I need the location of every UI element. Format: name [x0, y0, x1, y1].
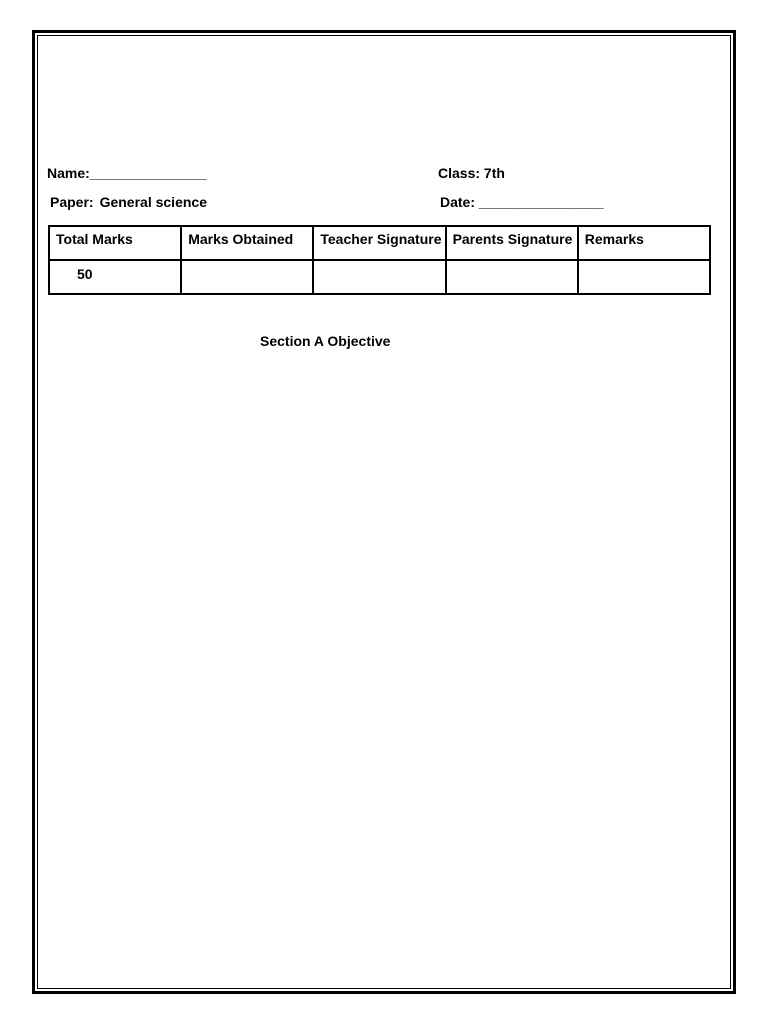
- section-title: Section A Objective: [260, 333, 391, 349]
- teacher-signature-value: [313, 260, 445, 294]
- header-total-marks: Total Marks: [49, 226, 181, 260]
- class-field: Class: 7th: [438, 165, 505, 181]
- name-field: Name:_______________: [47, 165, 207, 181]
- total-marks-value: 50: [49, 260, 181, 294]
- marks-obtained-value: [181, 260, 313, 294]
- header-remarks: Remarks: [578, 226, 710, 260]
- paper-value: General science: [99, 194, 207, 210]
- header-parents-signature: Parents Signature: [446, 226, 578, 260]
- paper-label: Paper:: [50, 194, 94, 210]
- marks-table-value-row: [49, 260, 710, 294]
- header-teacher-signature: Teacher Signature: [313, 226, 445, 260]
- remarks-value: [578, 260, 710, 294]
- marks-table-header-row: [49, 226, 710, 260]
- paper-field: [50, 194, 207, 210]
- date-field: Date: ________________: [440, 194, 604, 210]
- marks-table: [48, 225, 711, 295]
- parents-signature-value: [446, 260, 578, 294]
- header-marks-obtained: Marks Obtained: [181, 226, 313, 260]
